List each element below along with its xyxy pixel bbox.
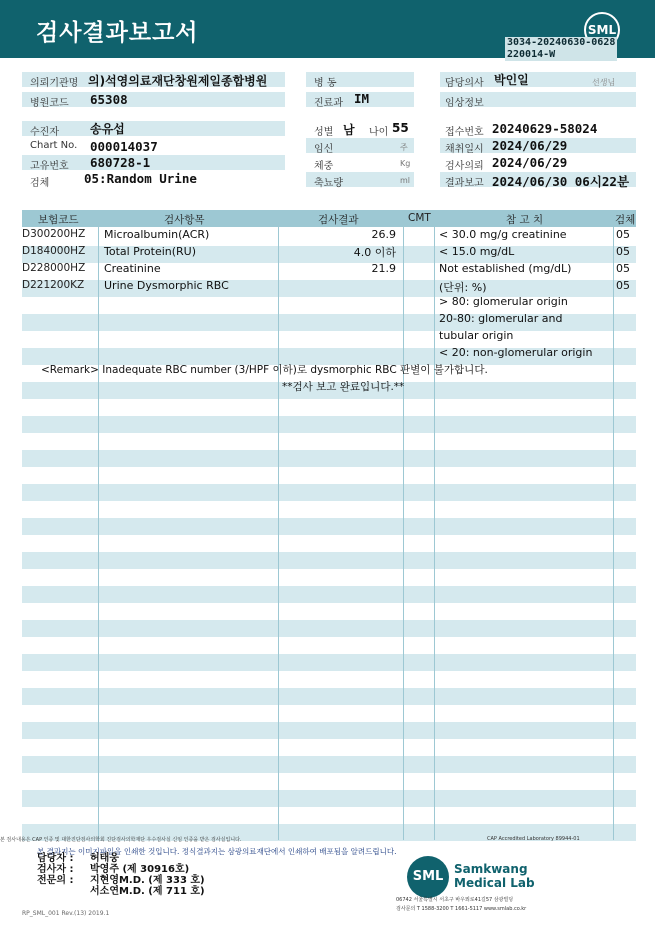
signer-role: 담당자 : bbox=[37, 853, 74, 864]
col-divider bbox=[403, 210, 404, 840]
ref-extra-1: > 80: glomerular origin bbox=[439, 295, 568, 308]
row3-code: D228000HZ bbox=[22, 262, 86, 274]
row-stripe bbox=[22, 654, 636, 671]
row1-ref: < 30.0 mg/g creatinine bbox=[439, 228, 567, 241]
signer-name: 허태웅 bbox=[90, 853, 119, 864]
ref-extra-2: 20-80: glomerular and bbox=[439, 312, 563, 325]
row1-code: D300200HZ bbox=[22, 228, 86, 240]
band-patient bbox=[22, 121, 285, 136]
doctor-suffix: 선생님 bbox=[592, 78, 616, 87]
value-accession-no: 20240629-58024 bbox=[492, 121, 598, 136]
label-sex: 성별 bbox=[314, 127, 334, 138]
row-stripe bbox=[22, 484, 636, 501]
value-id-no: 680728-1 bbox=[90, 155, 151, 170]
label-request-date: 검사의뢰 bbox=[445, 161, 484, 172]
row3-ref: Not established (mg/dL) bbox=[439, 262, 572, 275]
row-stripe bbox=[22, 688, 636, 705]
row-stripe bbox=[22, 586, 636, 603]
value-patient: 송유섭 bbox=[90, 122, 125, 136]
row4-code: D221200KZ bbox=[22, 279, 85, 291]
label-age: 나이 bbox=[369, 127, 389, 138]
row-stripe bbox=[22, 450, 636, 467]
report-title: 검사결과보고서 bbox=[36, 20, 199, 46]
brand-name: Samkwang Medical Lab bbox=[454, 862, 535, 890]
remark-text: <Remark> Inadequate RBC number (3/HPF 이하)로 dysmorphic RBC 판별이 불가합니다. bbox=[41, 364, 488, 376]
value-hospital-code: 65308 bbox=[90, 92, 128, 107]
footer-cap-note: CAP Accredited Laboratory 89944-01 bbox=[487, 836, 580, 842]
unit-urine-volume: ml bbox=[400, 176, 411, 185]
unit-pregnancy: 주 bbox=[400, 143, 408, 152]
label-department: 진료과 bbox=[314, 98, 343, 109]
footer-notice: 본 결과지는 이미지파일을 인쇄한 것입니다. 정식결과지는 삼광의료재단에서 인쇄하여 배포됨을 알려드립니다. bbox=[37, 847, 397, 856]
ref-extra-4: < 20: non-glomerular origin bbox=[439, 346, 593, 359]
value-specimen: 05:Random Urine bbox=[84, 171, 197, 186]
value-chart-no: 000014037 bbox=[90, 139, 158, 154]
ref-extra-3: tubular origin bbox=[439, 329, 514, 342]
value-department: IM bbox=[354, 91, 370, 106]
row4-item: Urine Dysmorphic RBC bbox=[104, 279, 229, 292]
row3-specimen: 05 bbox=[616, 262, 630, 275]
row-stripe bbox=[22, 722, 636, 739]
label-collection-date: 채취일시 bbox=[445, 144, 484, 155]
label-id-no: 고유번호 bbox=[30, 161, 69, 172]
row2-code: D184000HZ bbox=[22, 245, 86, 257]
row2-item: Total Protein(RU) bbox=[104, 245, 197, 258]
label-ward: 병 동 bbox=[314, 78, 337, 89]
report-complete: **검사 보고 완료입니다.** bbox=[282, 381, 405, 393]
label-weight: 체중 bbox=[314, 161, 334, 172]
label-report-date: 결과보고 bbox=[445, 178, 484, 189]
col-divider bbox=[434, 210, 435, 840]
form-code: RP_SML_001 Rev.(13) 2019.1 bbox=[22, 910, 110, 917]
row1-item: Microalbumin(ACR) bbox=[104, 228, 210, 241]
value-collection-date: 2024/06/29 bbox=[492, 138, 568, 153]
row4-specimen: 05 bbox=[616, 279, 630, 292]
signer-role: 검사자 : bbox=[37, 864, 74, 875]
label-doctor: 담당의사 bbox=[445, 78, 484, 89]
label-chart-no: Chart No. bbox=[30, 140, 78, 151]
th-specimen: 검체 bbox=[615, 214, 636, 226]
label-specimen: 검체 bbox=[30, 178, 50, 189]
label-clinical-info: 임상정보 bbox=[445, 98, 484, 109]
row4-ref: (단위: %) bbox=[439, 281, 487, 294]
signer-name: 지현영M.D. (제 333 호) bbox=[90, 875, 205, 886]
row-stripe bbox=[22, 756, 636, 773]
signer-role: 전문의 : bbox=[37, 875, 74, 886]
row-stripe bbox=[22, 620, 636, 637]
label-hospital-code: 병원코드 bbox=[30, 98, 69, 109]
signer-name: 박영주 (제 30916호) bbox=[90, 864, 190, 875]
label-accession-no: 접수번호 bbox=[445, 127, 484, 138]
col-divider bbox=[613, 210, 614, 840]
row2-specimen: 05 bbox=[616, 245, 630, 258]
label-urine-volume: 축뇨량 bbox=[314, 178, 343, 189]
row-stripe bbox=[22, 518, 636, 535]
label-pregnancy: 임신 bbox=[314, 144, 334, 155]
col-divider bbox=[278, 210, 279, 840]
unit-weight: Kg bbox=[400, 159, 411, 168]
sml-logo-icon: SML bbox=[584, 12, 620, 48]
th-item: 검사항목 bbox=[164, 214, 205, 226]
col-divider bbox=[98, 210, 99, 840]
value-request-date: 2024/06/29 bbox=[492, 155, 568, 170]
value-sex: 남 bbox=[343, 123, 355, 137]
th-code: 보험코드 bbox=[38, 214, 79, 226]
value-institution: 의)석영의료재단창원제일종합병원 bbox=[88, 74, 268, 88]
row-stripe bbox=[22, 552, 636, 569]
sml-footer-logo-icon: SML bbox=[407, 856, 449, 898]
row1-specimen: 05 bbox=[616, 228, 630, 241]
label-patient: 수진자 bbox=[30, 127, 59, 138]
row-stripe bbox=[22, 790, 636, 807]
row3-result: 21.9 bbox=[371, 262, 396, 275]
row2-ref: < 15.0 mg/dL bbox=[439, 245, 515, 258]
row-stripe bbox=[22, 416, 636, 433]
value-report-date: 2024/06/30 06시22분 bbox=[492, 174, 630, 189]
label-institution: 의뢰기관명 bbox=[30, 78, 79, 89]
value-doctor: 박인일 bbox=[494, 73, 529, 87]
th-result: 검사결과 bbox=[318, 214, 359, 226]
value-age: 55 bbox=[392, 121, 409, 135]
footer-address: 06742 서울특별시 서초구 바우뫼로41길57 삼광빌딩 bbox=[396, 897, 514, 903]
row1-result: 26.9 bbox=[371, 228, 396, 241]
row3-item: Creatinine bbox=[104, 262, 161, 275]
row2-result: 4.0 이하 bbox=[353, 246, 396, 259]
th-cmt: CMT bbox=[408, 212, 431, 224]
signer-name: 서소연M.D. (제 711 호) bbox=[90, 886, 205, 897]
footer-contact: 검사문의 T 1588-3200 T 1661-5117 www.smlab.co.kr bbox=[396, 906, 527, 912]
th-reference: 참 고 치 bbox=[506, 214, 544, 226]
report-code: 3034-20240630-0628 220014-W bbox=[507, 37, 616, 60]
footer-cert-note: 본 검사내용은 CAP 인증 및 대한진단검사의학회 진단검사의학재단 우수검사실 신임 인증을 받은 검사실입니다. bbox=[0, 837, 242, 843]
